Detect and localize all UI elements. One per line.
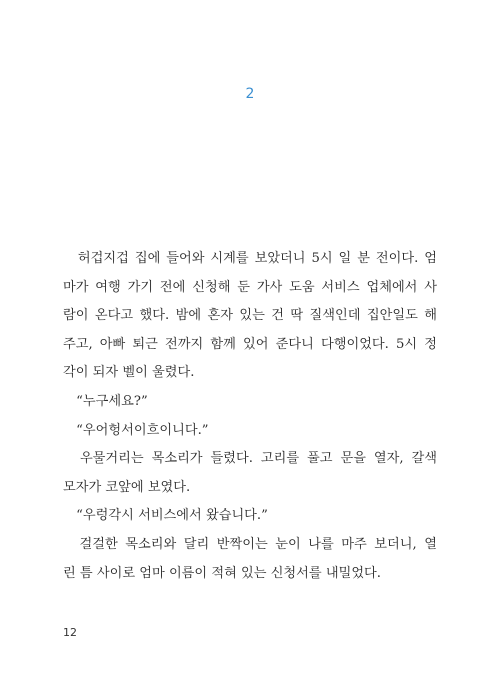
chapter-number: 2: [245, 86, 255, 102]
text-line: 우물거리는 목소리가 들렸다. 고리를 풀고 문을 열자, 갈색: [63, 451, 437, 467]
text-line: 린 틈 사이로 엄마 이름이 적혀 있는 신청서를 내밀었다.: [63, 565, 381, 581]
text-line: 주고, 아빠 퇴근 전까지 함께 있어 준다니 다행이었다. 5시 정: [63, 336, 437, 352]
dialogue-line: “누구세요?”: [63, 393, 148, 409]
text-line: 모자가 코앞에 보였다.: [63, 479, 191, 495]
dialogue-line: “우어헝서이흐이니다.”: [63, 422, 209, 438]
body-text: [63, 245, 437, 588]
dialogue-line: “우렁각시 서비스에서 왔습니다.”: [63, 508, 268, 524]
text-line: 걸걸한 목소리와 달리 반짝이는 눈이 나를 마주 보더니, 열: [63, 536, 437, 552]
text-line: 허겁지겁 집에 들어와 시계를 보았더니 5시 일 분 전이다. 엄: [63, 251, 437, 266]
page-number: 12: [63, 626, 77, 639]
text-line: 람이 온다고 했다. 밤에 혼자 있는 건 딱 질색인데 집안일도 해: [63, 308, 437, 324]
text-line: 각이 되자 벨이 울렸다.: [63, 365, 195, 381]
text-line: 마가 여행 가기 전에 신청해 둔 가사 도움 서비스 업체에서 사: [63, 279, 437, 295]
